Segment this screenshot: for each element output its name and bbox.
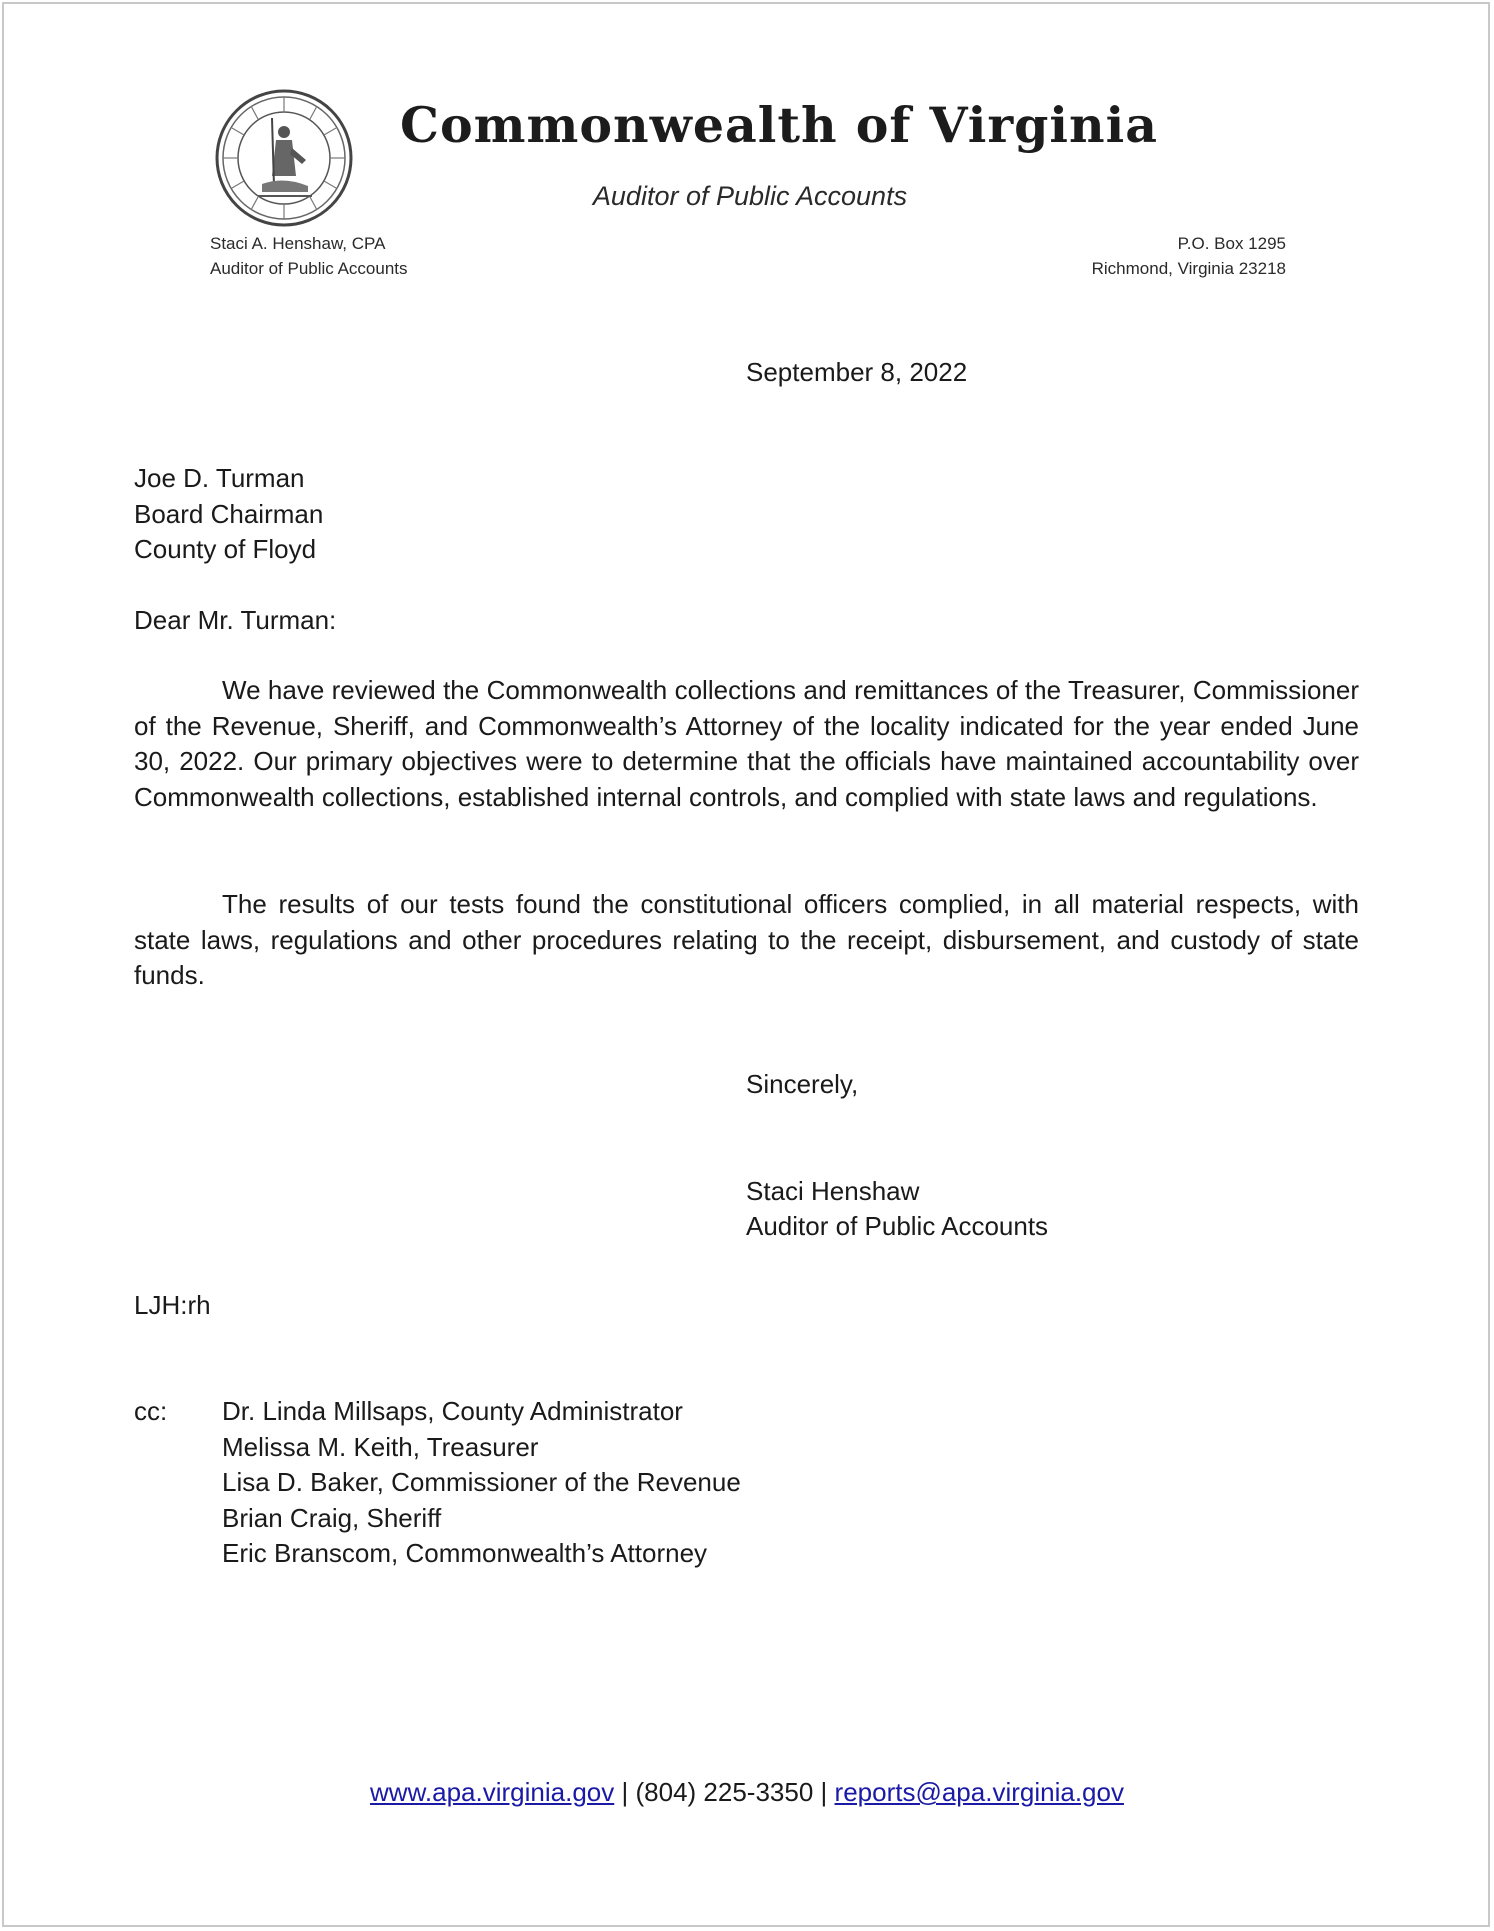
cc-item: Lisa D. Baker, Commissioner of the Revenue xyxy=(222,1467,741,1497)
website-link[interactable]: www.apa.virginia.gov xyxy=(370,1777,615,1807)
footer-phone: (804) 225-3350 xyxy=(635,1777,814,1807)
auditor-name: Staci A. Henshaw, CPA xyxy=(210,234,386,253)
recipient-locality: County of Floyd xyxy=(134,534,317,564)
recipient-title: Board Chairman xyxy=(134,499,324,529)
body-paragraph: We have reviewed the Commonwealth collections and remittances of the Treasurer, Commissioner of the Revenue, Sheriff, and Commonwealth’s Attorney of the locality indicated for the year ended June 30, 2022. Our primary objectives were to determine that the officials have maintained accountability over Commonwealth collections, established internal controls, and complied with state laws and regulations. xyxy=(134,675,1359,812)
signer-name: Staci Henshaw xyxy=(746,1176,920,1206)
salutation: Dear Mr. Turman: xyxy=(134,605,337,635)
po-box: P.O. Box 1295 xyxy=(1177,234,1286,253)
letterhead-subtitle: Auditor of Public Accounts xyxy=(592,181,908,211)
auditor-title: Auditor of Public Accounts xyxy=(210,259,408,278)
footer xyxy=(0,1777,1494,1808)
cc-item: Eric Branscom, Commonwealth’s Attorney xyxy=(222,1538,708,1568)
virginia-seal-logo xyxy=(214,88,354,228)
city-address: Richmond, Virginia 23218 xyxy=(1091,259,1286,278)
closing: Sincerely, xyxy=(746,1069,859,1099)
typist-initials: LJH:rh xyxy=(134,1290,211,1320)
cc-label: cc: xyxy=(134,1396,168,1426)
footer-separator: | xyxy=(621,1777,629,1807)
footer-separator: | xyxy=(820,1777,828,1807)
letter-date: September 8, 2022 xyxy=(746,357,968,387)
cc-item: Brian Craig, Sheriff xyxy=(222,1503,442,1533)
letterhead-title: Commonwealth of Virginia xyxy=(400,96,1158,154)
recipient-name: Joe D. Turman xyxy=(134,463,305,493)
cc-item: Melissa M. Keith, Treasurer xyxy=(222,1432,539,1462)
email-link[interactable]: reports@apa.virginia.gov xyxy=(834,1777,1124,1807)
signer-title: Auditor of Public Accounts xyxy=(746,1211,1049,1241)
body-paragraph: The results of our tests found the constitutional officers complied, in all material respects, with state laws, regulations and other procedures relating to the receipt, disbursement, and custody of state funds. xyxy=(134,889,1359,990)
cc-item: Dr. Linda Millsaps, County Administrator xyxy=(222,1396,683,1426)
